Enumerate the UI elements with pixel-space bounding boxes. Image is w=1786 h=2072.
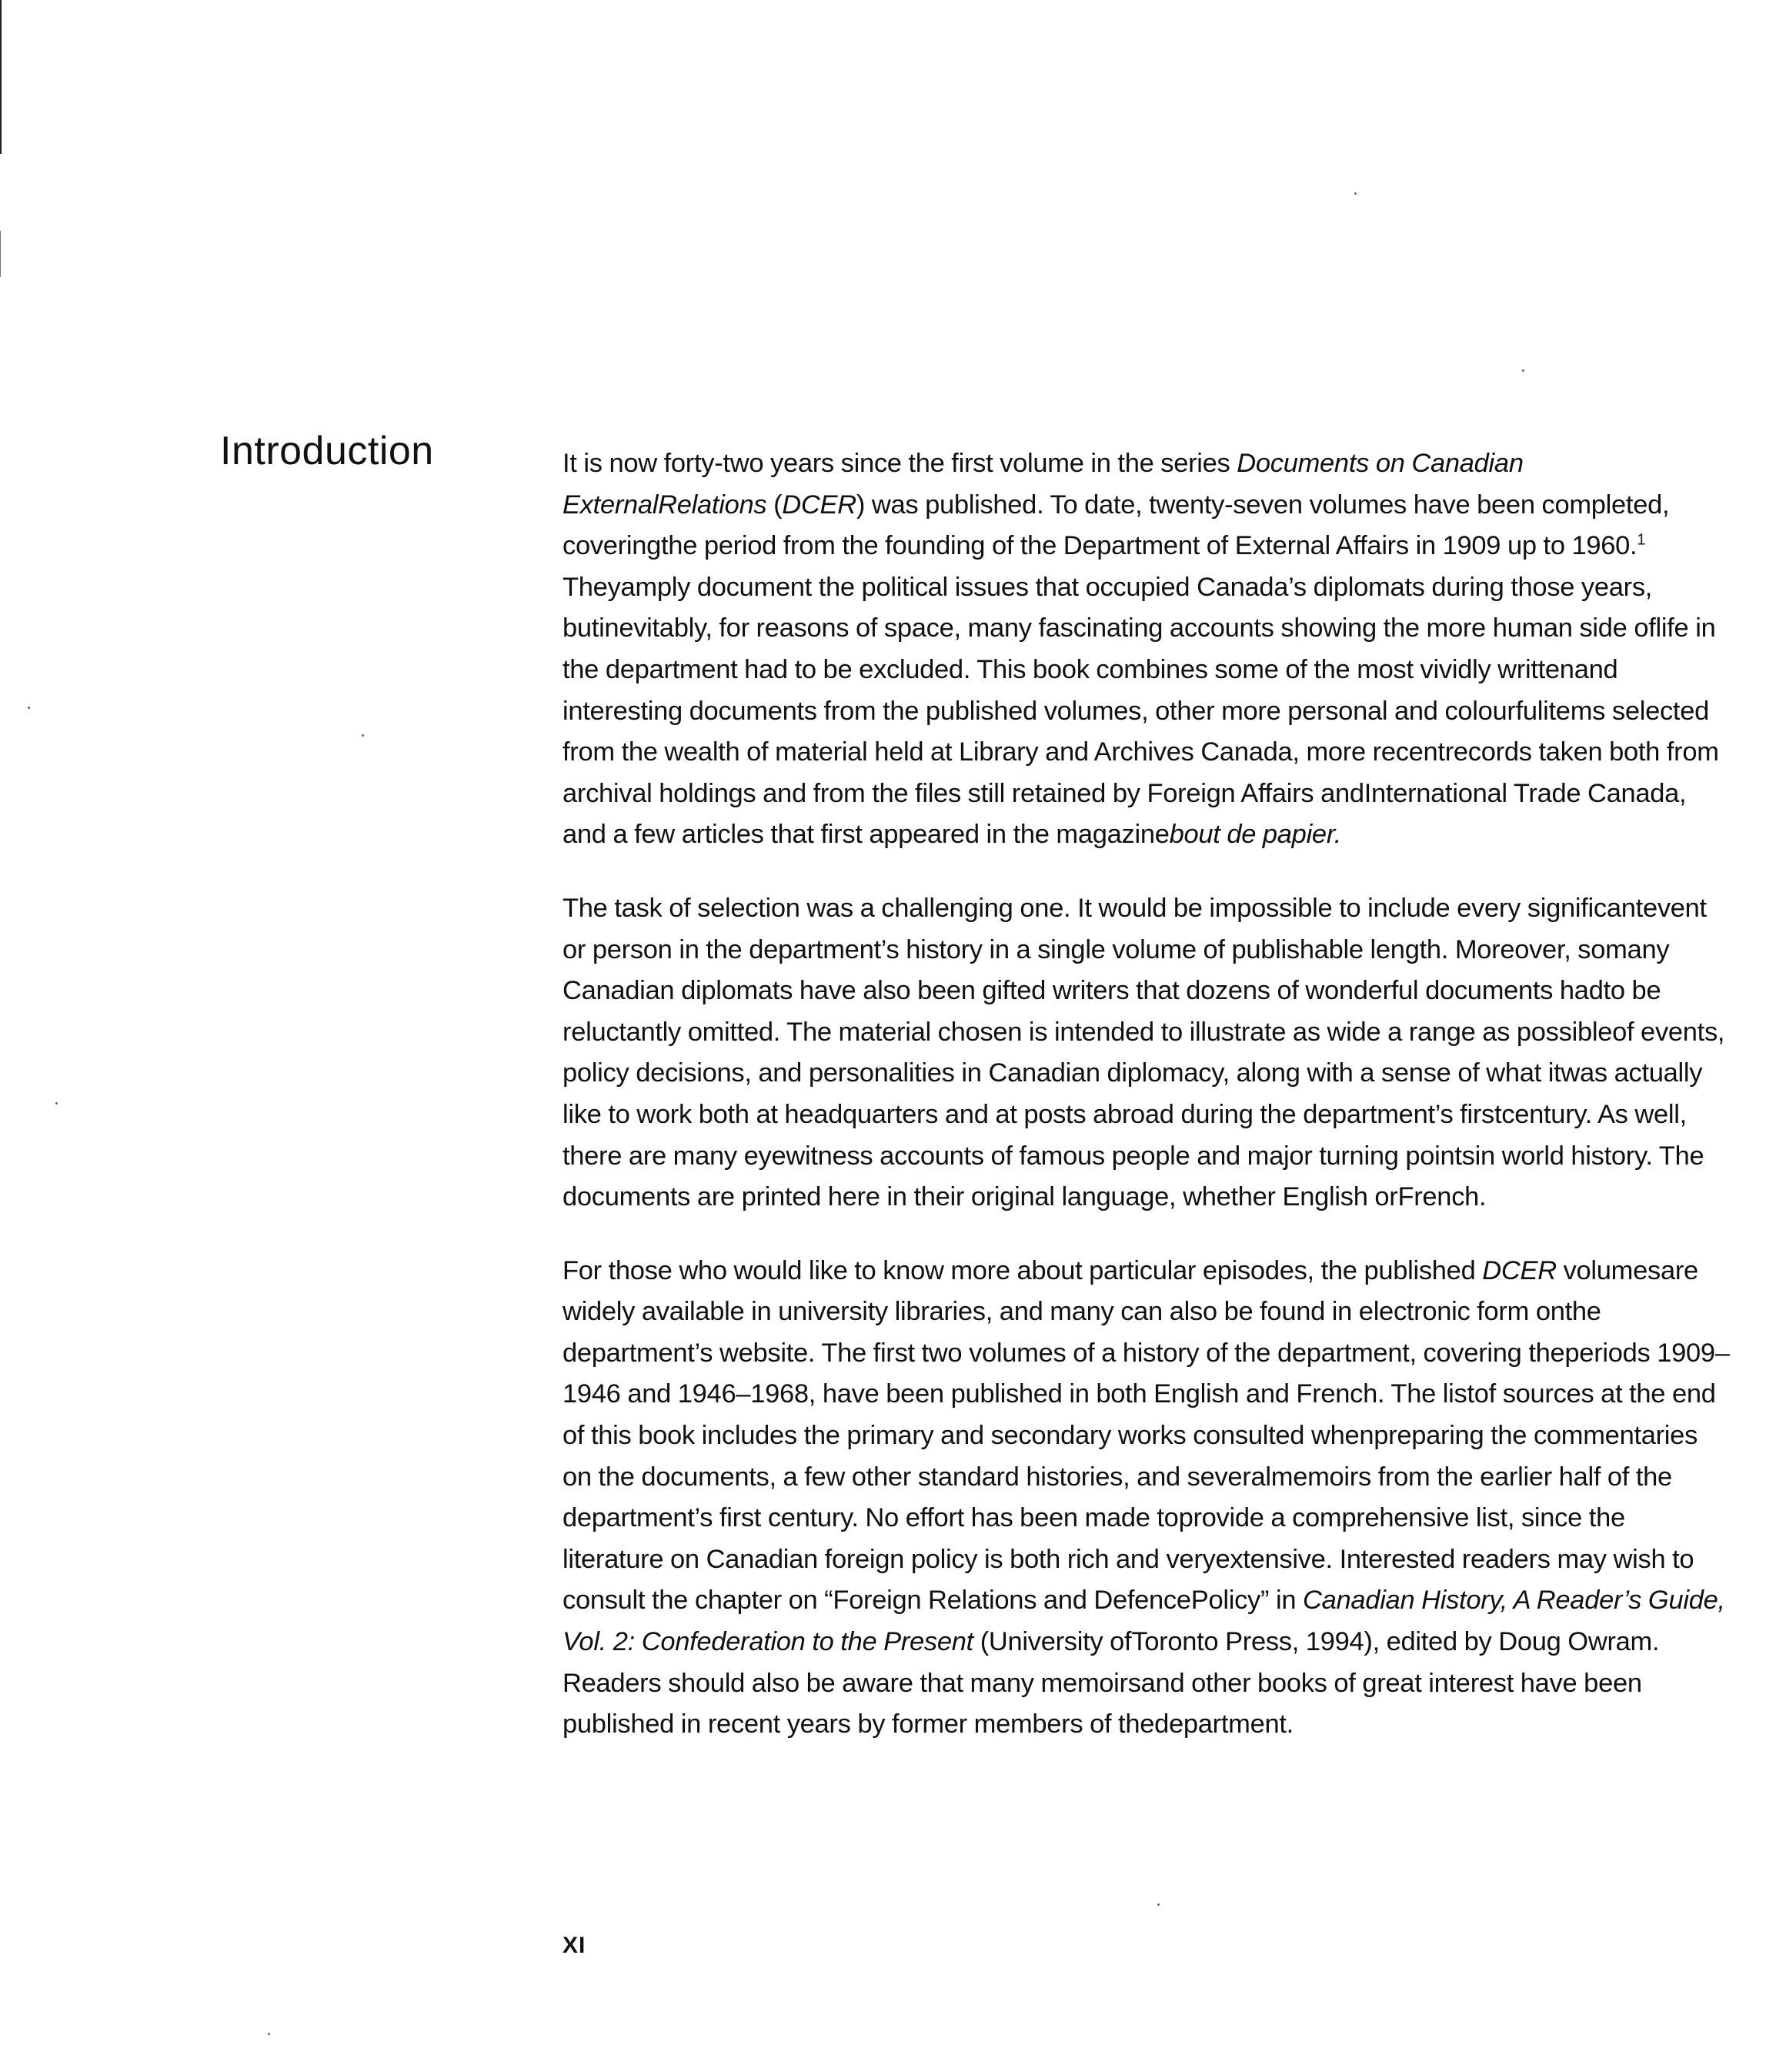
italic-text: Canadian History, A Reader’s Guide, Vol. 2: Confederation to the Present [563,1586,1725,1657]
text-line: extensive. Interested readers may wish to consult the chapter on “Foreign Relations and Defence [563,1544,1694,1616]
text-line: provide a comprehensive list, since the literature on Canadian foreign policy is both rich and very [563,1503,1625,1574]
text-line: the department’s website. The first two volumes of a history of the department, covering the [563,1297,1601,1368]
text-line: amply document the political issues that occupied Canada’s diplomats during those years, but [563,572,1653,643]
text-line: For those who would like to know more about particular episodes, the published DCER volumes [563,1255,1661,1285]
text-line: Relations (DCER) was published. To date, twenty-seven volumes have been completed, covering [563,490,1670,561]
text-line: was actually like to work both at headquarters and at posts abroad during the department’s first [563,1058,1703,1129]
paragraph [563,888,1732,1218]
text-line: of events, policy decisions, and personalities in Canadian diplomacy, along with a sense of what it [563,1017,1725,1088]
text-line: The task of selection was a challenging one. It would be impossible to include every significant [563,893,1643,923]
page-edge-mark [0,231,1,277]
scan-speck [362,734,364,737]
text-line: records taken both from archival holdings and from the files still retained by Foreign Affairs and [563,737,1719,808]
italic-text: DCER [782,490,856,520]
italic-text: Relations [658,490,767,520]
italic-text: bout de papier. [1169,820,1342,850]
text-line: in world history. The documents are printed here in their original language, whether English or [563,1141,1704,1212]
footnote-marker: 1 [1637,531,1646,549]
scan-speck [1157,1903,1160,1906]
text-line: are widely available in university libraries, and many can also be found in electronic form on [563,1255,1698,1327]
scan-speck [268,2033,270,2035]
text-line: items selected from the wealth of material held at Library and Archives Canada, more recent [563,696,1709,767]
text-line: Policy” in Canadian History, A Reader’s Guide, Vol. 2: Confederation to the Present (University of [563,1586,1725,1657]
paragraph [563,1251,1732,1746]
scan-speck [1354,192,1357,195]
scan-speck [55,1102,58,1105]
text-line: International Trade Canada, and a few articles that first appeared in the magazine [563,778,1687,850]
body-text [563,443,1732,1778]
page-number: XI [563,1933,586,1958]
text-line: department. [1154,1709,1294,1739]
paragraph [563,443,1732,856]
page-edge-mark [0,0,2,154]
text-line: to be reluctantly omitted. The material chosen is intended to illustrate as wide a range as possible [563,976,1661,1047]
text-line: of sources at the end of this book includes the primary and secondary works consulted when [563,1379,1716,1451]
text-line: periods 1909–1946 and 1946–1968, have been published in both English and French. The list [563,1338,1730,1409]
scan-speck [1522,369,1524,372]
italic-text: DCER [1482,1255,1557,1285]
text-line: preparing the commentaries on the documents, a few other standard histories, and several [563,1421,1698,1492]
text-line: life in the department had to be excluded. This book combines some of the most vividly written [563,613,1716,684]
scan-speck [28,707,30,709]
text-line: and other books of great interest have been published in recent years by former members of the [563,1668,1642,1739]
text-line: inevitably, for reasons of space, many fascinating accounts showing the more human side of [599,613,1656,643]
text-line: French. [1397,1182,1487,1212]
text-line: many Canadian diplomats have also been gifted writers that dozens of wonderful documents had [563,934,1670,1006]
italic-text: Documents on Canadian External [563,449,1524,520]
text-line: It is now forty-two years since the first volume in the series Documents on Canadian External [563,449,1524,520]
text-line: memoirs from the earlier half of the department’s first century. No effort has been made to [563,1462,1672,1533]
section-heading: Introduction [220,429,434,473]
text-line: and interesting documents from the published volumes, other more personal and colourful [563,654,1618,726]
text-line [1170,820,1341,849]
text-line: Toronto Press, 1994), edited by Doug Owram. Readers should also be aware that many memoirs [563,1627,1660,1698]
text-line: the period from the founding of the Department of External Affairs in 1909 up to 1960.$^1$ They [563,531,1646,602]
text-line: event or person in the department’s history in a single volume of publishable length. Moreover, so [563,893,1707,964]
text-line: century. As well, there are many eyewitness accounts of famous people and major turning points [563,1099,1687,1171]
